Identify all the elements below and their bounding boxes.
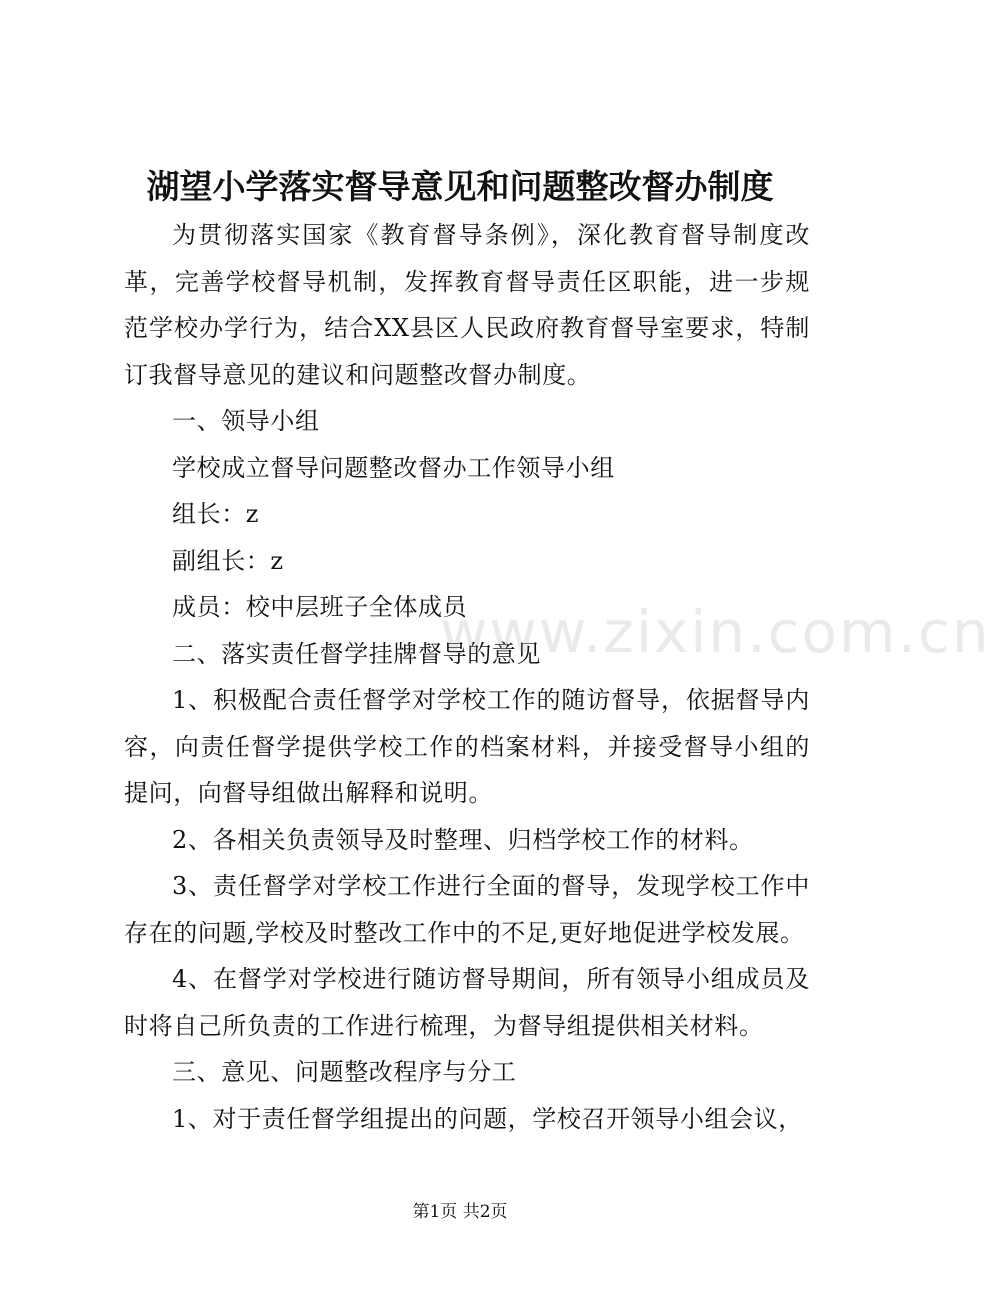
site-watermark: www.zixin.com.cn: [440, 598, 991, 666]
page-footer: 第1页 共2页: [412, 1202, 508, 1222]
paragraph-item-1: 1、积极配合责任督学对学校工作的随访督导，依据督导内容，向责任督学提供学校工作的档案材料，并接受督导小组的提问，向督导组做出解释和说明。: [124, 686, 810, 807]
paragraph-item-2: 2、各相关负责领导及时整理、归档学校工作的材料。: [172, 825, 754, 854]
paragraph-group-leader: 组长：z: [172, 500, 260, 528]
paragraph-deputy-leader: 副组长：z: [172, 546, 284, 575]
section-heading-implementation: 二、落实责任督学挂牌督导的意见: [172, 639, 541, 668]
paragraph-item-4: 4、在督学对学校进行随访督导期间，所有领导小组成员及时将自己所负责的工作进行梳理，为督导组提供相关材料。: [124, 965, 810, 1040]
paragraph-procedure-1: 1、对于责任督学组提出的问题，学校召开领导小组会议，: [172, 1104, 803, 1133]
section-heading-leadership: 一、领导小组: [172, 407, 320, 435]
paragraph-members: 成员：校中层班子全体成员: [172, 593, 468, 621]
paragraph-intro: 为贯彻落实国家《教育督导条例》，深化教育督导制度改革，完善学校督导机制，发挥教育督导责任区职能，进一步规范学校办学行为，结合XX县区人民政府教育督导室要求，特制订我督导意见的建议和问题整改督办制度。: [124, 221, 810, 389]
section-heading-procedure: 三、意见、问题整改程序与分工: [172, 1058, 517, 1086]
paragraph-leadership-group: 学校成立督导问题整改督办工作领导小组: [172, 453, 615, 482]
document-title: 湖望小学落实督导意见和问题整改督办制度: [146, 167, 774, 206]
paragraph-item-3: 3、责任督学对学校工作进行全面的督导，发现学校工作中存在的问题,学校及时整改工作中的不足,更好地促进学校发展。: [124, 872, 810, 947]
document-body: [124, 212, 810, 1142]
